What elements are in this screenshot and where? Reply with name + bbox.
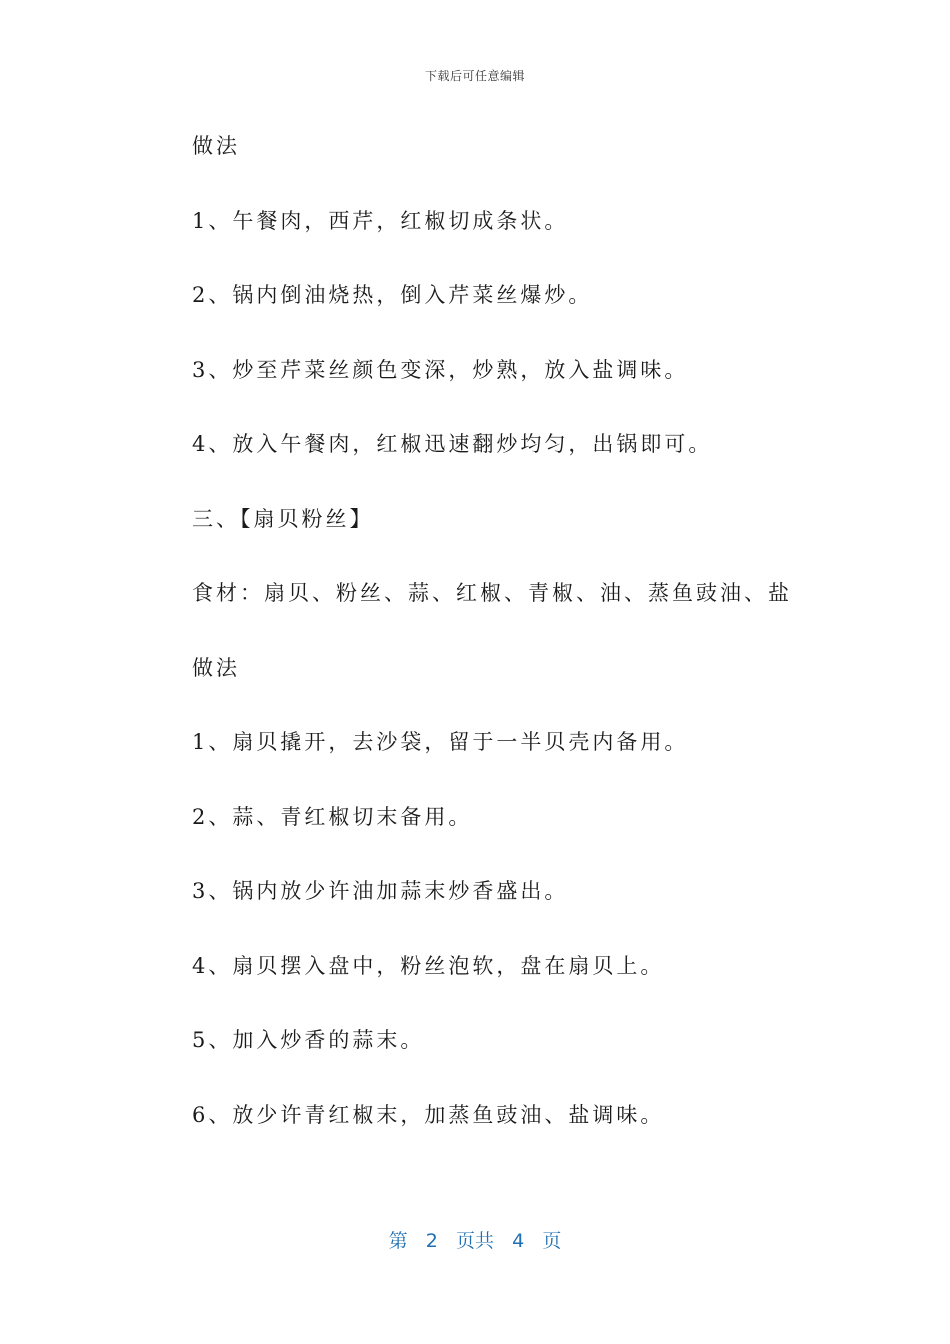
page-middle: 页共: [455, 1230, 494, 1252]
scallop-step-2: 2、蒜、青红椒切末备用。: [192, 804, 473, 829]
section-heading-method: 做法: [192, 134, 240, 158]
scallop-step-6: 6、放少许青红椒末，加蒸鱼豉油、盐调味。: [192, 1102, 665, 1127]
step-4: 4、放入午餐肉，红椒迅速翻炒均匀，出锅即可。: [192, 432, 713, 456]
page-suffix: 页: [542, 1230, 562, 1252]
step-1: 1、午餐肉，西芹，红椒切成条状。: [192, 208, 569, 233]
scallop-step-4: 4、扇贝摆入盘中，粉丝泡软，盘在扇贝上。: [192, 953, 665, 978]
document-body: [192, 126, 812, 1169]
page-footer: [0, 1226, 950, 1253]
scallop-step-3: 3、锅内放少许油加蒜末炒香盛出。: [192, 879, 569, 903]
current-page-number: 2: [425, 1230, 438, 1252]
page-prefix: 第: [388, 1230, 408, 1252]
scallop-step-1: 1、扇贝撬开，去沙袋，留于一半贝壳内备用。: [192, 730, 689, 754]
ingredients-line: 食材：扇贝、粉丝、蒜、红椒、青椒、油、蒸鱼豉油、盐: [192, 581, 792, 605]
total-pages-number: 4: [512, 1230, 525, 1252]
scallop-step-5: 5、加入炒香的蒜末。: [192, 1028, 425, 1052]
section-heading-method-2: 做法: [192, 655, 240, 680]
header-note: 下载后可任意编辑: [424, 69, 525, 83]
step-2: 2、锅内倒油烧热，倒入芹菜丝爆炒。: [192, 283, 593, 307]
step-3: 3、炒至芹菜丝颜色变深，炒熟，放入盐调味。: [192, 357, 689, 382]
recipe-title-scallop: 三、【扇贝粉丝】: [192, 506, 374, 531]
